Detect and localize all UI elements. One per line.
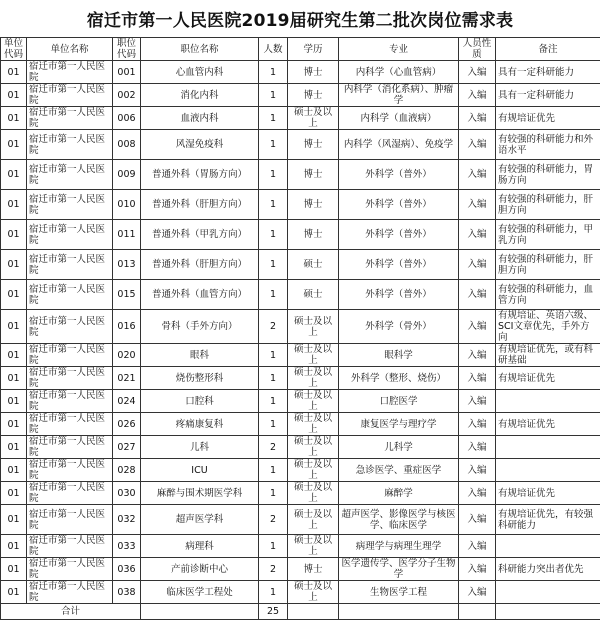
table-row [1,581,600,604]
cell-major: 内科学（血液病） [339,107,459,130]
cell-nature: 入编 [459,505,496,535]
cell-count: 1 [259,390,288,413]
cell-education: 博士 [288,220,339,250]
cell-remark: 有较强的科研能力，肝胆方向 [496,190,600,220]
cell-count: 1 [259,413,288,436]
requirements-table [0,37,600,620]
header-count: 人数 [259,38,288,61]
cell-education: 硕士及以上 [288,505,339,535]
cell-unit-name: 宿迁市第一人民医院 [27,61,113,84]
cell-unit-name: 宿迁市第一人民医院 [27,581,113,604]
cell-post-name: 普通外科（胃肠方向） [141,160,259,190]
cell-post-code: 020 [113,344,141,367]
header-remark: 备注 [496,38,600,61]
cell-remark [496,390,600,413]
cell-post-name: 眼科 [141,344,259,367]
cell-unit-name: 宿迁市第一人民医院 [27,535,113,558]
cell-post-code: 024 [113,390,141,413]
cell-unit-name: 宿迁市第一人民医院 [27,482,113,505]
cell-nature: 入编 [459,190,496,220]
cell-major: 康复医学与理疗学 [339,413,459,436]
cell-remark: 有规培证优先 [496,107,600,130]
cell-post-name: 普通外科（甲乳方向） [141,220,259,250]
cell-education: 硕士及以上 [288,436,339,459]
cell-education: 硕士及以上 [288,535,339,558]
cell-major: 外科学（整形、烧伤） [339,367,459,390]
cell-major: 儿科学 [339,436,459,459]
cell-education: 硕士 [288,280,339,310]
header-nature: 人员性质 [459,38,496,61]
cell-nature: 入编 [459,61,496,84]
cell-nature: 入编 [459,390,496,413]
cell-education: 硕士及以上 [288,390,339,413]
cell-post-name: 普通外科（血管方向） [141,280,259,310]
cell-post-code: 016 [113,310,141,344]
table-row [1,390,600,413]
cell-unit-code: 01 [1,436,27,459]
cell-education: 博士 [288,160,339,190]
cell-count: 1 [259,581,288,604]
cell-unit-name: 宿迁市第一人民医院 [27,436,113,459]
cell-count: 2 [259,558,288,581]
cell-post-code: 013 [113,250,141,280]
cell-education: 博士 [288,84,339,107]
table-row [1,535,600,558]
total-empty-major [339,604,459,620]
cell-count: 2 [259,436,288,459]
cell-major: 内科学（消化系病）、肿瘤学 [339,84,459,107]
table-body [1,61,600,604]
total-empty-nature [459,604,496,620]
cell-unit-code: 01 [1,190,27,220]
table-row [1,558,600,581]
total-empty-remark [496,604,600,620]
cell-remark [496,581,600,604]
cell-major: 内科学（风湿病）、免疫学 [339,130,459,160]
header-unit-name: 单位名称 [27,38,113,61]
header-post-name: 职位名称 [141,38,259,61]
cell-nature: 入编 [459,482,496,505]
cell-unit-code: 01 [1,130,27,160]
cell-count: 1 [259,84,288,107]
cell-unit-name: 宿迁市第一人民医院 [27,390,113,413]
table-row [1,190,600,220]
cell-remark: 有规培证优先，或有科研基础 [496,344,600,367]
cell-count: 1 [259,482,288,505]
cell-remark: 有规培证优先 [496,413,600,436]
cell-unit-code: 01 [1,390,27,413]
cell-major: 外科学（普外） [339,250,459,280]
page-title: 宿迁市第一人民医院2019届研究生第二批次岗位需求表 [0,0,600,37]
cell-post-code: 038 [113,581,141,604]
cell-post-code: 032 [113,505,141,535]
cell-nature: 入编 [459,459,496,482]
cell-unit-name: 宿迁市第一人民医院 [27,84,113,107]
cell-education: 硕士及以上 [288,310,339,344]
table-row [1,505,600,535]
cell-count: 1 [259,107,288,130]
cell-count: 1 [259,344,288,367]
cell-post-code: 011 [113,220,141,250]
cell-remark: 科研能力突出者优先 [496,558,600,581]
cell-unit-code: 01 [1,250,27,280]
cell-post-code: 028 [113,459,141,482]
total-label: 合计 [1,604,141,620]
header-unit-code: 单位代码 [1,38,27,61]
cell-remark: 有较强的科研能力，甲乳方向 [496,220,600,250]
cell-unit-code: 01 [1,310,27,344]
cell-education: 硕士及以上 [288,482,339,505]
cell-unit-name: 宿迁市第一人民医院 [27,505,113,535]
table-row [1,84,600,107]
cell-unit-code: 01 [1,581,27,604]
cell-post-code: 033 [113,535,141,558]
total-count: 25 [259,604,288,620]
cell-unit-code: 01 [1,160,27,190]
cell-unit-name: 宿迁市第一人民医院 [27,367,113,390]
cell-post-name: 病理科 [141,535,259,558]
cell-unit-code: 01 [1,558,27,581]
cell-major: 外科学（骨外） [339,310,459,344]
cell-post-name: 超声医学科 [141,505,259,535]
cell-post-name: 血液内科 [141,107,259,130]
cell-post-code: 015 [113,280,141,310]
cell-education: 博士 [288,130,339,160]
cell-remark: 有较强的科研能力，胃肠方向 [496,160,600,190]
cell-post-code: 008 [113,130,141,160]
cell-remark: 有规培证优先 [496,367,600,390]
cell-post-code: 030 [113,482,141,505]
cell-post-code: 006 [113,107,141,130]
cell-unit-code: 01 [1,413,27,436]
cell-nature: 入编 [459,107,496,130]
cell-post-code: 026 [113,413,141,436]
cell-nature: 入编 [459,250,496,280]
cell-remark: 有规培证优先，有较强科研能力 [496,505,600,535]
cell-education: 博士 [288,190,339,220]
cell-major: 超声医学、影像医学与核医学、临床医学 [339,505,459,535]
cell-count: 1 [259,459,288,482]
header-major: 专业 [339,38,459,61]
cell-major: 外科学（普外） [339,160,459,190]
cell-unit-name: 宿迁市第一人民医院 [27,558,113,581]
cell-unit-code: 01 [1,84,27,107]
cell-nature: 入编 [459,160,496,190]
cell-education: 博士 [288,558,339,581]
cell-count: 1 [259,367,288,390]
cell-unit-code: 01 [1,220,27,250]
total-empty-education [288,604,339,620]
cell-unit-name: 宿迁市第一人民医院 [27,250,113,280]
table-row [1,220,600,250]
table-row [1,413,600,436]
table-row [1,280,600,310]
cell-unit-code: 01 [1,535,27,558]
cell-remark: 有较强的科研能力，肝胆方向 [496,250,600,280]
cell-remark: 有规培证优先 [496,482,600,505]
cell-major: 口腔医学 [339,390,459,413]
cell-major: 内科学（心血管病） [339,61,459,84]
cell-post-name: 烧伤整形科 [141,367,259,390]
cell-unit-name: 宿迁市第一人民医院 [27,190,113,220]
cell-count: 1 [259,220,288,250]
cell-unit-name: 宿迁市第一人民医院 [27,130,113,160]
table-row [1,107,600,130]
cell-remark: 具有一定科研能力 [496,61,600,84]
cell-remark: 有规培证、英语六级、SCI文章优先，手外方向 [496,310,600,344]
table-row [1,130,600,160]
cell-unit-name: 宿迁市第一人民医院 [27,344,113,367]
cell-education: 硕士及以上 [288,413,339,436]
cell-post-name: 疼痛康复科 [141,413,259,436]
cell-post-code: 036 [113,558,141,581]
cell-unit-code: 01 [1,459,27,482]
cell-remark: 有较强的科研能力和外语水平 [496,130,600,160]
cell-post-name: 心血管内科 [141,61,259,84]
cell-nature: 入编 [459,130,496,160]
cell-major: 病理学与病理生理学 [339,535,459,558]
cell-nature: 入编 [459,220,496,250]
cell-post-name: 产前诊断中心 [141,558,259,581]
cell-major: 麻醉学 [339,482,459,505]
cell-unit-name: 宿迁市第一人民医院 [27,160,113,190]
table-row [1,310,600,344]
cell-nature: 入编 [459,535,496,558]
cell-post-name: 骨科（手外方向） [141,310,259,344]
cell-remark [496,535,600,558]
cell-unit-code: 01 [1,367,27,390]
cell-post-name: 消化内科 [141,84,259,107]
cell-nature: 入编 [459,344,496,367]
cell-post-name: ICU [141,459,259,482]
cell-nature: 入编 [459,436,496,459]
table-row [1,367,600,390]
cell-remark: 具有一定科研能力 [496,84,600,107]
cell-education: 博士 [288,61,339,84]
table-row [1,160,600,190]
cell-unit-name: 宿迁市第一人民医院 [27,220,113,250]
cell-remark [496,436,600,459]
cell-unit-code: 01 [1,280,27,310]
cell-major: 急诊医学、重症医学 [339,459,459,482]
cell-major: 眼科学 [339,344,459,367]
cell-nature: 入编 [459,413,496,436]
cell-post-code: 001 [113,61,141,84]
cell-nature: 入编 [459,558,496,581]
table-row [1,250,600,280]
cell-nature: 入编 [459,310,496,344]
cell-unit-code: 01 [1,505,27,535]
cell-nature: 入编 [459,280,496,310]
cell-count: 1 [259,61,288,84]
table-row [1,436,600,459]
cell-unit-name: 宿迁市第一人民医院 [27,310,113,344]
cell-nature: 入编 [459,581,496,604]
cell-count: 1 [259,250,288,280]
cell-post-name: 口腔科 [141,390,259,413]
cell-major: 外科学（普外） [339,190,459,220]
cell-count: 1 [259,130,288,160]
cell-unit-code: 01 [1,61,27,84]
cell-post-code: 010 [113,190,141,220]
table-row [1,459,600,482]
header-post-code: 职位代码 [113,38,141,61]
cell-major: 医学遗传学、医学分子生物学 [339,558,459,581]
cell-unit-code: 01 [1,107,27,130]
total-row [1,604,600,620]
cell-post-code: 009 [113,160,141,190]
cell-post-code: 027 [113,436,141,459]
cell-unit-name: 宿迁市第一人民医院 [27,107,113,130]
table-row [1,61,600,84]
cell-post-name: 普通外科（肝胆方向） [141,190,259,220]
cell-remark: 有较强的科研能力，血管方向 [496,280,600,310]
cell-major: 外科学（普外） [339,220,459,250]
cell-education: 硕士及以上 [288,107,339,130]
cell-post-code: 002 [113,84,141,107]
cell-post-name: 麻醉与围术期医学科 [141,482,259,505]
cell-education: 硕士 [288,250,339,280]
cell-count: 1 [259,160,288,190]
cell-unit-code: 01 [1,344,27,367]
cell-remark [496,459,600,482]
cell-post-name: 儿科 [141,436,259,459]
cell-post-code: 021 [113,367,141,390]
table-row [1,482,600,505]
cell-education: 硕士及以上 [288,581,339,604]
cell-count: 1 [259,280,288,310]
cell-count: 1 [259,190,288,220]
cell-post-name: 临床医学工程处 [141,581,259,604]
cell-post-name: 风湿免疫科 [141,130,259,160]
header-row [1,38,600,61]
cell-education: 硕士及以上 [288,344,339,367]
cell-major: 生物医学工程 [339,581,459,604]
cell-count: 1 [259,535,288,558]
cell-major: 外科学（普外） [339,280,459,310]
cell-unit-name: 宿迁市第一人民医院 [27,459,113,482]
cell-education: 硕士及以上 [288,459,339,482]
cell-post-name: 普通外科（肝胆方向） [141,250,259,280]
cell-unit-name: 宿迁市第一人民医院 [27,413,113,436]
cell-count: 2 [259,310,288,344]
cell-unit-code: 01 [1,482,27,505]
cell-nature: 入编 [459,367,496,390]
total-spacer [141,604,259,620]
cell-nature: 入编 [459,84,496,107]
table-row [1,344,600,367]
cell-education: 硕士及以上 [288,367,339,390]
cell-unit-name: 宿迁市第一人民医院 [27,280,113,310]
header-education: 学历 [288,38,339,61]
cell-count: 2 [259,505,288,535]
